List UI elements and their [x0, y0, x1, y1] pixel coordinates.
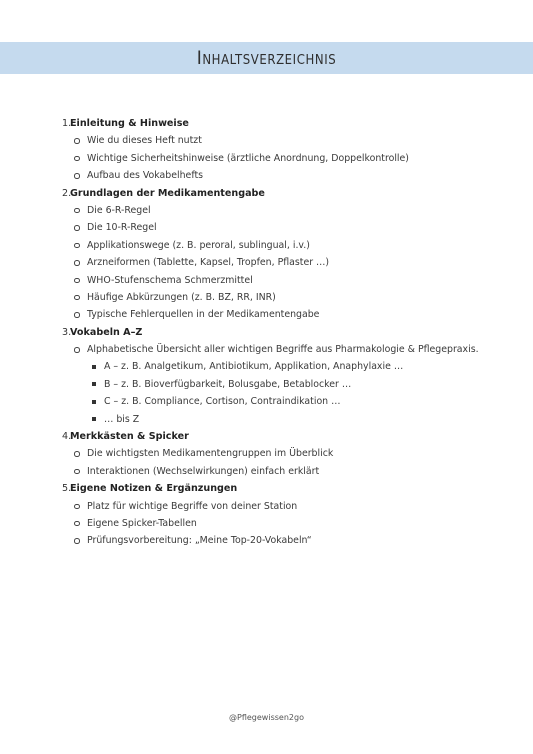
- list-item: [62, 515, 502, 532]
- list-item-text: Die wichtigsten Medikamentengruppen im Überblick: [87, 448, 334, 460]
- list-item-text: Prüfungsvorbereitung: „Meine Top-20-Vokabeln“: [87, 535, 312, 547]
- list-item: [62, 532, 502, 549]
- list-item: [62, 219, 502, 236]
- circle-bullet-icon: [74, 278, 80, 284]
- section-number: 1.: [62, 118, 72, 129]
- list-item-text: Interaktionen (Wechselwirkungen) einfach erklärt: [87, 465, 320, 477]
- list-item-text: Platz für wichtige Begriffe von deiner Station: [87, 500, 298, 512]
- circle-bullet-icon: [74, 173, 80, 179]
- list-item: [62, 132, 502, 149]
- section-number: 2.: [62, 187, 72, 199]
- section-heading-5: [62, 480, 502, 497]
- list-item: [62, 341, 502, 358]
- circle-bullet-icon: [74, 312, 80, 318]
- sub-list-item-text: B – z. B. Bioverfügbarkeit, Bolusgabe, Betablocker …: [104, 378, 352, 390]
- sub-list-item: [62, 411, 502, 428]
- circle-bullet-icon: [74, 295, 80, 301]
- section-label: Eigene Notizen & Ergänzungen: [70, 483, 238, 495]
- circle-bullet-icon: [74, 469, 80, 475]
- sub-list-item-text: C – z. B. Compliance, Cortison, Contraindikation …: [104, 396, 341, 408]
- circle-bullet-icon: [74, 243, 80, 249]
- circle-bullet-icon: [74, 138, 80, 144]
- circle-bullet-icon: [74, 225, 80, 231]
- circle-bullet-icon: [74, 347, 80, 353]
- list-item: [62, 254, 502, 271]
- section-heading-2: [62, 185, 502, 202]
- square-bullet-icon: [92, 400, 96, 404]
- sub-list-item-text: … bis Z: [104, 413, 140, 425]
- list-item: [62, 272, 502, 289]
- circle-bullet-icon: [74, 504, 80, 510]
- page-title: Inhaltsverzeichnis: [196, 47, 337, 69]
- circle-bullet-icon: [74, 260, 80, 266]
- list-item-text: WHO-Stufenschema Schmerzmittel: [87, 274, 253, 286]
- square-bullet-icon: [92, 382, 96, 386]
- list-item-text: Wie du dieses Heft nutzt: [87, 135, 202, 147]
- section-label: Grundlagen der Medikamentengabe: [70, 187, 265, 199]
- circle-bullet-icon: [74, 521, 80, 527]
- circle-bullet-icon: [74, 451, 80, 457]
- section-label: Vokabeln A–Z: [70, 326, 143, 338]
- square-bullet-icon: [92, 417, 96, 421]
- sub-list-item: [62, 393, 502, 410]
- list-item: [62, 167, 502, 184]
- sub-list-item-text: A – z. B. Analgetikum, Antibiotikum, Applikation, Anaphylaxie …: [104, 361, 404, 373]
- list-item-text: Typische Fehlerquellen in der Medikamentengabe: [87, 309, 320, 321]
- section-label: Einleitung & Hinweise: [70, 118, 189, 129]
- sub-list-item: [62, 358, 502, 375]
- table-of-contents: [62, 115, 502, 550]
- list-item: [62, 289, 502, 306]
- list-item: [62, 150, 502, 167]
- list-item-text: Applikationswege (z. B. peroral, sublingual, i.v.): [87, 239, 310, 251]
- footer-handle: @Pflegewissen2go: [229, 713, 304, 722]
- list-item: [62, 445, 502, 462]
- section-heading-3: [62, 324, 502, 341]
- list-item-text: Arzneiformen (Tablette, Kapsel, Tropfen, Pflaster …): [87, 257, 330, 269]
- section-heading-4: [62, 428, 502, 445]
- list-item: [62, 463, 502, 480]
- section-number: 4.: [62, 431, 72, 443]
- list-item-text: Die 6-R-Regel: [87, 204, 151, 216]
- list-item-text: Häufige Abkürzungen (z. B. BZ, RR, INR): [87, 291, 276, 303]
- list-item: [62, 306, 502, 323]
- list-item-text: Wichtige Sicherheitshinweise (ärztliche Anordnung, Doppelkontrolle): [87, 152, 409, 164]
- list-item-text: Aufbau des Vokabelhefts: [87, 170, 204, 182]
- circle-bullet-icon: [74, 156, 80, 162]
- section-label: Merkkästen & Spicker: [70, 431, 189, 443]
- section-heading-1: [62, 115, 502, 132]
- sub-list-item: [62, 376, 502, 393]
- list-item-text: Die 10-R-Regel: [87, 222, 157, 234]
- list-item: [62, 498, 502, 515]
- circle-bullet-icon: [74, 538, 80, 544]
- square-bullet-icon: [92, 365, 96, 369]
- list-item: [62, 237, 502, 254]
- circle-bullet-icon: [74, 208, 80, 214]
- list-item-text: Alphabetische Übersicht aller wichtigen Begriffe aus Pharmakologie & Pflegepraxis.: [87, 344, 479, 356]
- list-item: [62, 202, 502, 219]
- list-item-text: Eigene Spicker-Tabellen: [87, 517, 197, 529]
- section-number: 5.: [62, 483, 72, 495]
- section-number: 3.: [62, 326, 72, 338]
